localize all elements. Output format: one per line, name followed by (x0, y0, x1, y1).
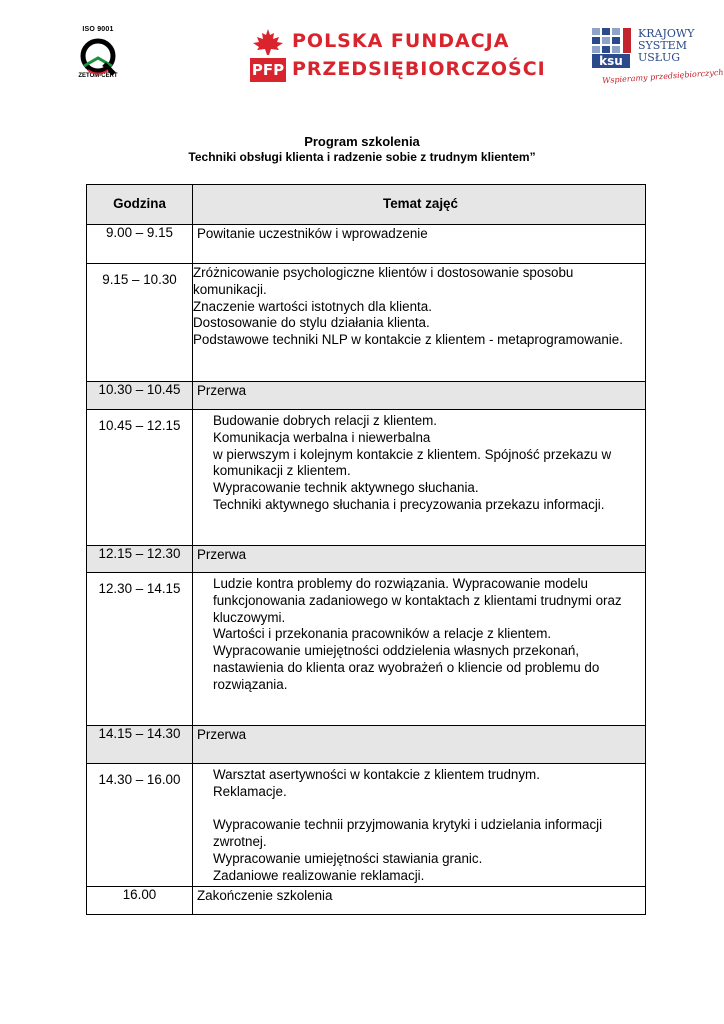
schedule-table (86, 184, 646, 915)
topic-line: Dostosowanie do stylu działania klienta. (193, 315, 430, 331)
pfp-name-line1: POLSKA FUNDACJA (292, 30, 510, 52)
row-time: 16.00 (87, 886, 193, 914)
row-time (87, 264, 193, 382)
table-row (87, 264, 646, 382)
row-time (87, 410, 193, 546)
topic-line: Powitanie uczestników i wprowadzenie (197, 226, 428, 241)
maple-leaf-icon (250, 28, 286, 56)
table-row (87, 764, 646, 887)
topic-line: Budowanie dobrych relacji z klientem. (213, 413, 438, 428)
topic-line: Wartości i przekonania pracowników a relacje z klientem. (213, 626, 552, 642)
topic-line: Zakończenie szkolenia (197, 887, 333, 903)
topic-line: w pierwszym i kolejnym kontakcie z klientem. Spójność przekazu w komunikacji z klientem. (213, 446, 612, 479)
iso-9001-logo (66, 26, 130, 98)
topic-line: Reklamacje. (213, 783, 287, 799)
table-header-row (87, 185, 646, 225)
row-topic (193, 546, 646, 573)
row-time: 10.30 – 10.45 (87, 382, 193, 410)
ksu-name-line1: KRAJOWY (638, 27, 695, 40)
row-topic (193, 410, 646, 546)
pfp-badge: PFP (250, 58, 286, 82)
row-topic (193, 573, 646, 726)
topic-line: Zadaniowe realizowanie reklamacji. (213, 867, 425, 883)
topic-line: Przerwa (197, 547, 247, 562)
topic-line: Podstawowe techniki NLP w kontakcie z klientem - metaprogramowanie. (193, 332, 623, 348)
row-time-text: 12.30 – 14.15 (98, 581, 181, 596)
zetom-cert-icon (78, 36, 118, 76)
row-topic (193, 764, 646, 887)
row-topic (193, 726, 646, 764)
topic-line: Przerwa (197, 727, 247, 742)
row-topic (193, 886, 646, 914)
ksu-tagline: Wspieramy przedsiębiorczych (601, 67, 724, 86)
row-time: 12.15 – 12.30 (87, 546, 193, 573)
ksu-name (638, 28, 694, 64)
row-time (87, 764, 193, 887)
topic-line: Komunikacja werbalna i niewerbalna (213, 429, 431, 445)
table-row (87, 886, 646, 914)
table-row (87, 410, 646, 546)
table-row (87, 726, 646, 764)
topic-line: Znaczenie wartości istotnych dla klienta. (193, 298, 432, 314)
iso-label: ISO 9001 (82, 26, 114, 33)
row-time-text: 9.15 – 10.30 (102, 272, 177, 287)
ksu-name-line2: SYSTEM (638, 39, 687, 52)
row-topic (193, 382, 646, 410)
table-row (87, 382, 646, 410)
ksu-grid-icon (592, 28, 632, 54)
header-time: Godzina (87, 185, 193, 225)
pfp-name-line2: PRZEDSIĘBIORCZOŚCI (292, 58, 546, 80)
zetom-cert-label: ZETOM-CERT (78, 73, 118, 79)
row-time (87, 573, 193, 726)
topic-spacer (213, 801, 644, 818)
topic-line: Techniki aktywnego słuchania i precyzowania przekazu informacji. (213, 496, 605, 512)
page-title: Program szkolenia (304, 134, 420, 149)
table-row (87, 546, 646, 573)
topic-line: Wypracowanie technik aktywnego słuchania. (213, 480, 479, 496)
ksu-logo (592, 27, 724, 86)
header-topic: Temat zajęć (193, 185, 646, 225)
pfp-logo (250, 28, 546, 84)
row-time-text: 14.30 – 16.00 (98, 772, 181, 787)
topic-line: Wypracowanie technii przyjmowania krytyki i udzielania informacji zwrotnej. (213, 817, 603, 850)
ksu-name-line3: USŁUG (638, 51, 681, 64)
row-time: 9.00 – 9.15 (87, 225, 193, 264)
table-row (87, 573, 646, 726)
topic-line: Przerwa (197, 383, 247, 398)
topic-line: Wypracowanie umiejętności stawiania granic. (213, 850, 483, 866)
topic-line: Wypracowanie umiejętności oddzielenia własnych przekonań, nastawienia do klienta oraz wyobrażeń o kliencie od problemu do rozwiązania. (213, 643, 600, 692)
ksu-badge: ksu (592, 54, 630, 68)
table-row (87, 225, 646, 264)
page-subtitle: Techniki obsługi klienta i radzenie sobie z trudnym klientem” (188, 150, 536, 164)
row-topic (193, 225, 646, 264)
row-time-text: 10.45 – 12.15 (98, 418, 181, 433)
row-topic (193, 264, 646, 382)
row-time: 14.15 – 14.30 (87, 726, 193, 764)
topic-line: Zróżnicowanie psychologiczne klientów i dostosowanie sposobu komunikacji. (193, 265, 574, 297)
topic-line: Warsztat asertywności w kontakcie z klientem trudnym. (213, 767, 540, 782)
topic-line: Ludzie kontra problemy do rozwiązania. Wypracowanie modelu funkcjonowania zadaniowego w kontaktach z klientami trudnymi oraz kluczowymi. (213, 576, 622, 625)
